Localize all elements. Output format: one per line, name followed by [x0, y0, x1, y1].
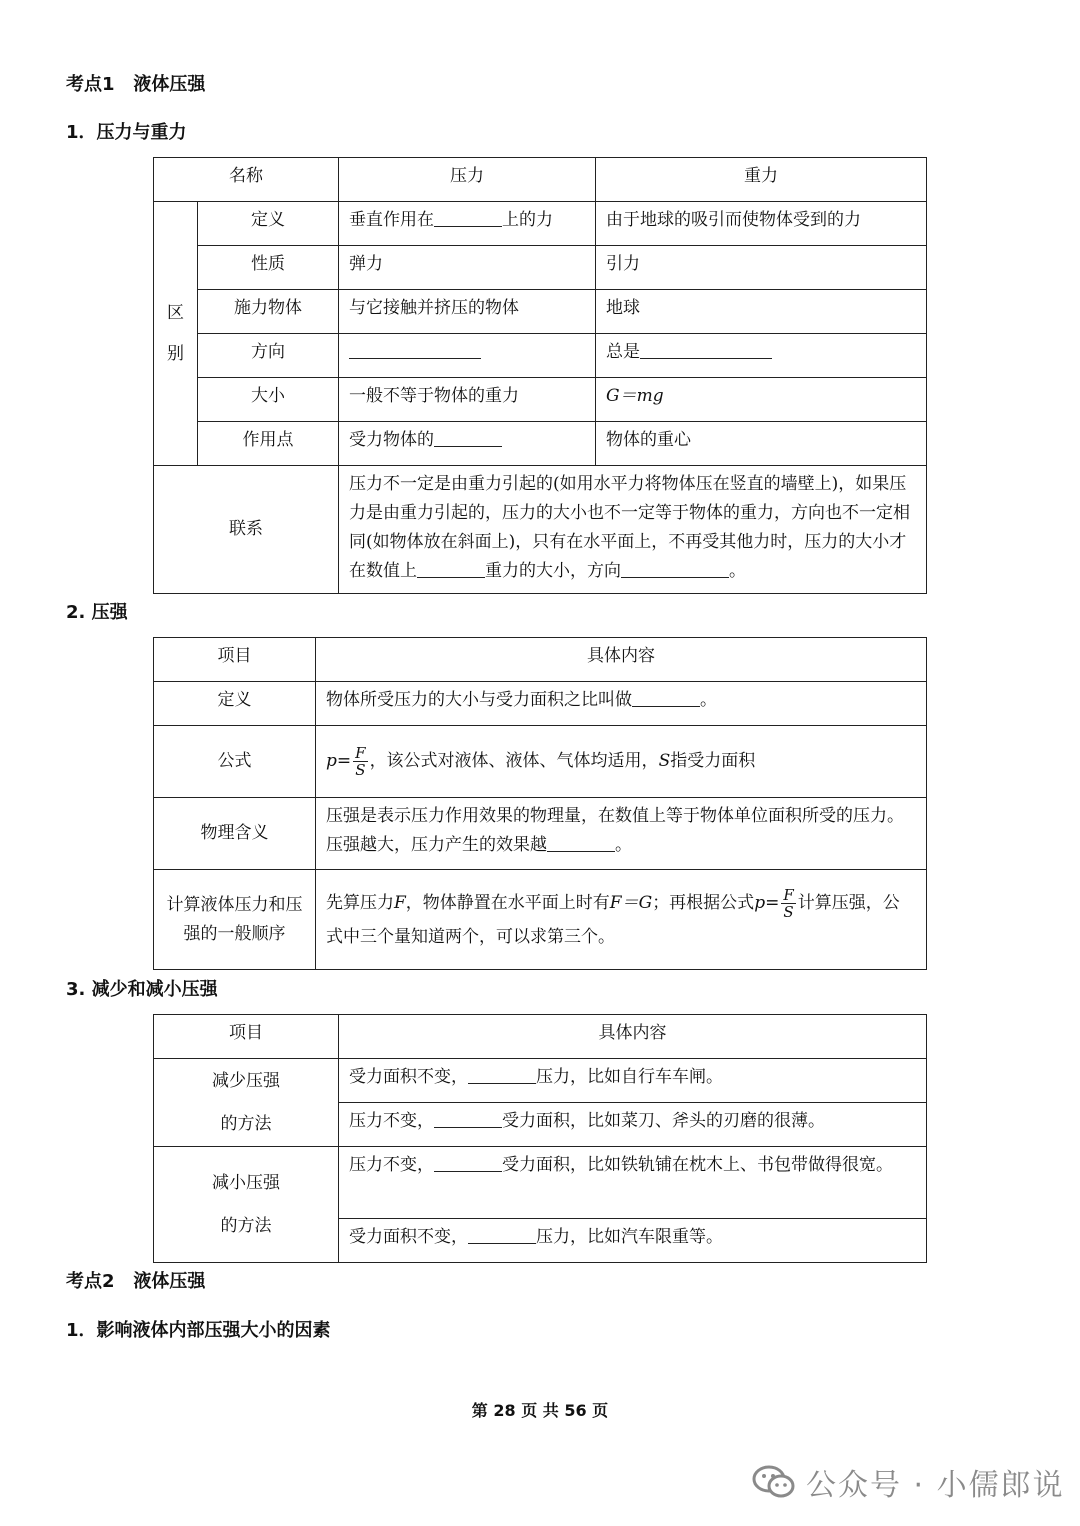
header-pressure: 压力 [339, 158, 596, 202]
kaodian1-heading: 考点1 液体压强 [66, 74, 206, 95]
section1-title: 1．压力与重力 [66, 122, 187, 143]
row-name: 定义 [154, 682, 316, 726]
definition-pressure: 垂直作用在 上的力 [339, 202, 596, 246]
answer-blank[interactable] [640, 340, 772, 359]
increase-row-1: 受力面积不变， 压力，比如自行车车闸。 [339, 1059, 927, 1103]
kaodian2-heading: 考点2 液体压强 [66, 1271, 206, 1292]
wechat-icon [752, 1464, 796, 1500]
decrease-row-2: 受力面积不变， 压力，比如汽车限重等。 [339, 1219, 927, 1263]
order-content: 先算压力F，物体静置在水平面上时有F＝G；再根据公式p= $\frac{F}{S}$ 计算压强，公式中三个量知道两个，可以求第三个。 [316, 870, 927, 970]
increase-method-name: 减少压强 的方法 [154, 1059, 339, 1147]
point-gravity: 物体的重心 [596, 422, 927, 466]
answer-blank[interactable] [632, 688, 700, 707]
answer-blank[interactable] [621, 559, 729, 578]
increase-row-2: 压力不变， 受力面积，比如菜刀、斧头的刃磨的很薄。 [339, 1103, 927, 1147]
size-gravity: G＝mg [596, 378, 927, 422]
header-item: 项目 [154, 1015, 339, 1059]
answer-blank[interactable] [468, 1225, 536, 1244]
definition-content: 物体所受压力的大小与受力面积之比叫做 。 [316, 682, 927, 726]
header-content: 具体内容 [339, 1015, 927, 1059]
header-gravity: 重力 [596, 158, 927, 202]
section3-title: 3. 减少和减小压强 [66, 979, 218, 1000]
header-item: 项目 [154, 638, 316, 682]
answer-blank[interactable] [434, 1153, 502, 1172]
header-content: 具体内容 [316, 638, 927, 682]
definition-gravity: 由于地球的吸引而使物体受到的力 [596, 202, 927, 246]
formula-content: p= $\frac{F}{S}$ ，该公式对液体、液体、气体均适用，S指受力面积 [316, 726, 927, 798]
formula-fraction: $\frac{F}{S}$ [783, 885, 794, 921]
nature-pressure: 弹力 [339, 246, 596, 290]
pressure-gravity-table [153, 157, 927, 594]
page-number: 第 28 页 共 56 页 [471, 1401, 609, 1420]
watermark [752, 1460, 1065, 1504]
row-name: 作用点 [198, 422, 339, 466]
section2-title: 2. 压强 [66, 602, 128, 623]
answer-blank[interactable] [434, 428, 502, 447]
methods-table [153, 1014, 927, 1263]
watermark-text: 公众号 · 小儒郎说 [806, 1468, 1065, 1503]
answer-blank[interactable] [468, 1065, 536, 1084]
relation-name: 联系 [154, 466, 339, 594]
nature-gravity: 引力 [596, 246, 927, 290]
answer-blank[interactable] [417, 559, 485, 578]
answer-blank[interactable] [434, 1109, 502, 1128]
row-name: 大小 [198, 378, 339, 422]
row-name: 物理含义 [154, 798, 316, 870]
header-name: 名称 [154, 158, 339, 202]
row-name: 施力物体 [198, 290, 339, 334]
row-name: 方向 [198, 334, 339, 378]
decrease-row-1: 压力不变， 受力面积，比如铁轨铺在枕木上、书包带做得很宽。 [339, 1147, 927, 1219]
meaning-content: 压强是表示压力作用效果的物理量，在数值上等于物体单位面积所受的压力。压强越大，压力产生的效果越 。 [316, 798, 927, 870]
direction-pressure [339, 334, 596, 378]
difference-label: 区 别 [154, 202, 198, 466]
formula-fraction: $\frac{F}{S}$ [355, 744, 366, 779]
row-name: 计算液体压力和压强的一般顺序 [154, 870, 316, 970]
point-pressure: 受力物体的 [339, 422, 596, 466]
row-name: 性质 [198, 246, 339, 290]
decrease-method-name: 减小压强 的方法 [154, 1147, 339, 1263]
row-name: 定义 [198, 202, 339, 246]
pressure-table [153, 637, 927, 970]
section4-title: 1．影响液体内部压强大小的因素 [66, 1320, 331, 1341]
answer-blank[interactable] [434, 208, 502, 227]
relation-text: 压力不一定是由重力引起的(如用水平力将物体压在竖直的墙壁上)，如果压力是由重力引起的，压力的大小也不一定等于物体的重力，方向也不一定相同(如物体放在斜面上)，只有在水平面上，不再受其他力时，压力的大小才在数值上 重力的大小，方向 。 [339, 466, 927, 594]
source-gravity: 地球 [596, 290, 927, 334]
size-pressure: 一般不等于物体的重力 [339, 378, 596, 422]
row-name: 公式 [154, 726, 316, 798]
answer-blank[interactable] [349, 340, 481, 359]
direction-gravity: 总是 [596, 334, 927, 378]
source-pressure: 与它接触并挤压的物体 [339, 290, 596, 334]
answer-blank[interactable] [547, 833, 615, 852]
